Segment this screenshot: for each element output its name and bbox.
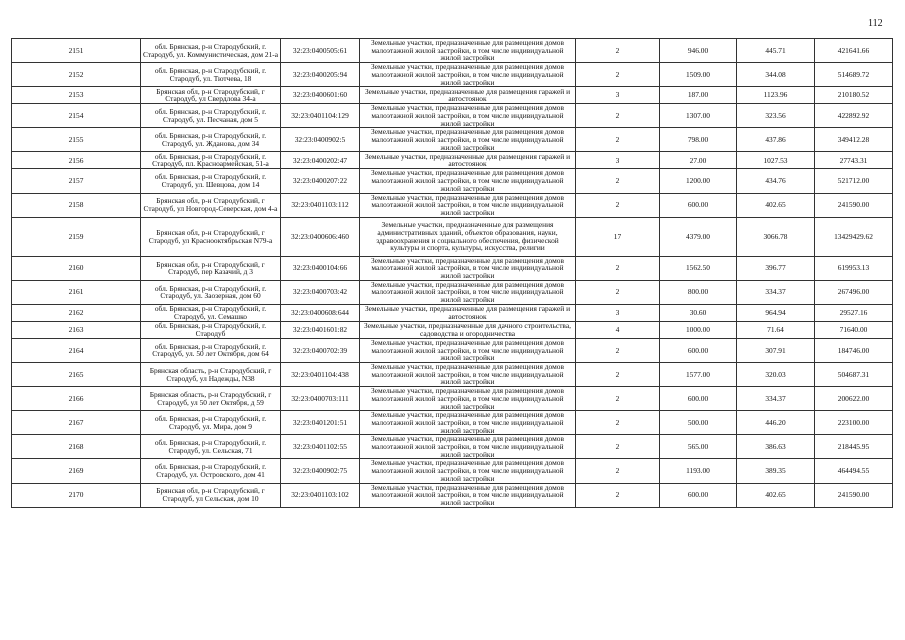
row-number: 2154 — [12, 104, 141, 128]
group-code-cell: 3 — [576, 87, 660, 104]
address-cell: обл. Брянская, р-н Стародубский, г. Стародуб, ул. Жданова, дом 34 — [141, 128, 281, 152]
row-number: 2161 — [12, 280, 141, 304]
land-use-cell: Земельные участки, предназначенные для размещения домов малоэтажной жилой застройки, в том числе индивидуальной жилой застройки — [360, 39, 576, 63]
cadastral-number-cell: 32:23:0400205:94 — [281, 63, 360, 87]
group-code-cell: 2 — [576, 411, 660, 435]
cadastral-number-cell: 32:23:0400902:75 — [281, 459, 360, 483]
land-use-cell: Земельные участки, предназначенные для размещения домов малоэтажной жилой застройки, в том числе индивидуальной жилой застройки — [360, 280, 576, 304]
area-cell: 600.00 — [660, 387, 737, 411]
cadastral-value-cell: 241590.00 — [815, 193, 893, 217]
area-cell: 600.00 — [660, 338, 737, 362]
cadastral-number-cell: 32:23:0401103:112 — [281, 193, 360, 217]
group-code-cell: 2 — [576, 63, 660, 87]
row-number: 2153 — [12, 87, 141, 104]
address-cell: обл. Брянская, р-н Стародубский, г. Стародуб, ул. Тютчева, 18 — [141, 63, 281, 87]
group-code-cell: 17 — [576, 217, 660, 256]
cadastral-number-cell: 32:23:0400703:111 — [281, 387, 360, 411]
land-use-cell: Земельные участки, предназначенные для размещения домов малоэтажной жилой застройки, в том числе индивидуальной жилой застройки — [360, 435, 576, 459]
cadastral-number-cell: 32:23:0400703:42 — [281, 280, 360, 304]
land-use-cell: Земельные участки, предназначенные для размещения домов малоэтажной жилой застройки, в том числе индивидуальной жилой застройки — [360, 256, 576, 280]
cadastral-value-cell: 27743.31 — [815, 152, 893, 169]
table-row — [12, 128, 893, 152]
area-cell: 1509.00 — [660, 63, 737, 87]
row-number: 2166 — [12, 387, 141, 411]
specific-value-cell: 386.63 — [737, 435, 815, 459]
table-body — [12, 39, 893, 508]
cadastral-value-cell: 267496.00 — [815, 280, 893, 304]
specific-value-cell: 389.35 — [737, 459, 815, 483]
area-cell: 1562.50 — [660, 256, 737, 280]
table-row — [12, 459, 893, 483]
cadastral-value-cell: 619953.13 — [815, 256, 893, 280]
row-number: 2164 — [12, 338, 141, 362]
row-number: 2165 — [12, 362, 141, 386]
specific-value-cell: 1027.53 — [737, 152, 815, 169]
cadastral-value-cell: 504687.31 — [815, 362, 893, 386]
group-code-cell: 2 — [576, 362, 660, 386]
area-cell: 1200.00 — [660, 169, 737, 193]
row-number: 2162 — [12, 304, 141, 321]
cadastral-value-cell: 210180.52 — [815, 87, 893, 104]
table-row — [12, 483, 893, 507]
row-number: 2167 — [12, 411, 141, 435]
row-number: 2151 — [12, 39, 141, 63]
land-use-cell: Земельные участки, предназначенные для размещения домов малоэтажной жилой застройки, в том числе индивидуальной жилой застройки — [360, 128, 576, 152]
cadastral-number-cell: 32:23:0400505:61 — [281, 39, 360, 63]
row-number: 2169 — [12, 459, 141, 483]
table-row — [12, 435, 893, 459]
specific-value-cell: 344.08 — [737, 63, 815, 87]
land-use-cell: Земельные участки, предназначенные для размещения домов малоэтажной жилой застройки, в том числе индивидуальной жилой застройки — [360, 362, 576, 386]
row-number: 2170 — [12, 483, 141, 507]
cadastral-number-cell: 32:23:0401103:102 — [281, 483, 360, 507]
cadastral-value-cell: 218445.95 — [815, 435, 893, 459]
address-cell: Брянская обл, р-н Стародубский, г Стародуб, ул Новгород-Северская, дом 4-а — [141, 193, 281, 217]
area-cell: 800.00 — [660, 280, 737, 304]
table-row — [12, 87, 893, 104]
land-use-cell: Земельные участки, предназначенные для размещения домов малоэтажной жилой застройки, в том числе индивидуальной жилой застройки — [360, 169, 576, 193]
cadastral-value-cell: 349412.28 — [815, 128, 893, 152]
land-use-cell: Земельные участки, предназначенные для дачного строительства, садоводства и огородничества — [360, 321, 576, 338]
address-cell: Брянская обл, р-н Стародубский, г Стародуб, ул Сельская, дом 10 — [141, 483, 281, 507]
address-cell: обл. Брянская, р-н Стародубский, г. Стародуб, ул. Песчаная, дом 5 — [141, 104, 281, 128]
address-cell: Брянская обл, р-н Стародубский, г Стародуб, ул Свердлова 34-а — [141, 87, 281, 104]
land-use-cell: Земельные участки, предназначенные для размещения домов малоэтажной жилой застройки, в том числе индивидуальной жилой застройки — [360, 338, 576, 362]
cadastral-value-cell: 71640.00 — [815, 321, 893, 338]
cadastral-number-cell: 32:23:0400606:460 — [281, 217, 360, 256]
group-code-cell: 2 — [576, 39, 660, 63]
cadastral-number-cell: 32:23:0401601:82 — [281, 321, 360, 338]
row-number: 2152 — [12, 63, 141, 87]
group-code-cell: 2 — [576, 338, 660, 362]
specific-value-cell: 964.94 — [737, 304, 815, 321]
cadastral-number-cell: 32:23:0401104:129 — [281, 104, 360, 128]
cadastral-number-cell: 32:23:0400207:22 — [281, 169, 360, 193]
group-code-cell: 2 — [576, 169, 660, 193]
table-row — [12, 387, 893, 411]
address-cell: обл. Брянская, р-н Стародубский, г. Стародуб, ул. Шевцова, дом 14 — [141, 169, 281, 193]
table-row — [12, 39, 893, 63]
land-use-cell: Земельные участки, предназначенные для размещения домов малоэтажной жилой застройки, в том числе индивидуальной жилой застройки — [360, 104, 576, 128]
row-number: 2168 — [12, 435, 141, 459]
group-code-cell: 3 — [576, 304, 660, 321]
cadastral-number-cell: 32:23:0400902:5 — [281, 128, 360, 152]
area-cell: 600.00 — [660, 193, 737, 217]
table-row — [12, 304, 893, 321]
area-cell: 1577.00 — [660, 362, 737, 386]
address-cell: обл. Брянская, р-н Стародубский, г. Стародуб, ул. 50 лет Октября, дом 64 — [141, 338, 281, 362]
land-use-cell: Земельные участки, предназначенные для размещения домов малоэтажной жилой застройки, в том числе индивидуальной жилой застройки — [360, 459, 576, 483]
address-cell: обл. Брянская, р-н Стародубский, г. Стародуб, ул. Островского, дом 41 — [141, 459, 281, 483]
area-cell: 187.00 — [660, 87, 737, 104]
table-row — [12, 152, 893, 169]
specific-value-cell: 396.77 — [737, 256, 815, 280]
land-use-cell: Земельные участки, предназначенные для размещения административных зданий, объектов образования, науки, здравоохранения и социального обеспечения, физической культуры и спорта, культуры, искусства, религии — [360, 217, 576, 256]
address-cell: обл. Брянская, р-н Стародубский, г. Стародуб, ул. Сельская, 71 — [141, 435, 281, 459]
group-code-cell: 3 — [576, 152, 660, 169]
cadastral-value-cell: 421641.66 — [815, 39, 893, 63]
group-code-cell: 2 — [576, 128, 660, 152]
specific-value-cell: 402.65 — [737, 483, 815, 507]
row-number: 2157 — [12, 169, 141, 193]
group-code-cell: 2 — [576, 104, 660, 128]
table-row — [12, 411, 893, 435]
cadastral-value-cell: 241590.00 — [815, 483, 893, 507]
area-cell: 1193.00 — [660, 459, 737, 483]
specific-value-cell: 3066.78 — [737, 217, 815, 256]
table-row — [12, 280, 893, 304]
area-cell: 30.60 — [660, 304, 737, 321]
area-cell: 27.00 — [660, 152, 737, 169]
row-number: 2155 — [12, 128, 141, 152]
address-cell: Брянская обл, р-н Стародубский, г Стародуб, ул Краснооктябрьская N79-а — [141, 217, 281, 256]
land-use-cell: Земельные участки, предназначенные для размещения домов малоэтажной жилой застройки, в том числе индивидуальной жилой застройки — [360, 63, 576, 87]
cadastral-value-cell: 422892.92 — [815, 104, 893, 128]
specific-value-cell: 71.64 — [737, 321, 815, 338]
cadastral-number-cell: 32:23:0401201:51 — [281, 411, 360, 435]
group-code-cell: 2 — [576, 435, 660, 459]
area-cell: 946.00 — [660, 39, 737, 63]
table-row — [12, 362, 893, 386]
address-cell: обл. Брянская, р-н Стародубский, г. Стародуб, ул. Семашко — [141, 304, 281, 321]
specific-value-cell: 334.37 — [737, 280, 815, 304]
group-code-cell: 2 — [576, 256, 660, 280]
cadastral-number-cell: 32:23:0400601:60 — [281, 87, 360, 104]
cadastral-value-cell: 223100.00 — [815, 411, 893, 435]
table-row — [12, 104, 893, 128]
specific-value-cell: 446.20 — [737, 411, 815, 435]
address-cell: обл. Брянская, р-н Стародубский, г. Стародуб, ул. Коммунистическая, дом 21-а — [141, 39, 281, 63]
cadastral-value-cell: 29527.16 — [815, 304, 893, 321]
specific-value-cell: 320.03 — [737, 362, 815, 386]
area-cell: 500.00 — [660, 411, 737, 435]
address-cell: Брянская область, р-н Стародубский, г Стародуб, ул 50 лет Октября, д 59 — [141, 387, 281, 411]
specific-value-cell: 334.37 — [737, 387, 815, 411]
cadastral-number-cell: 32:23:0401104:438 — [281, 362, 360, 386]
address-cell: Брянская область, р-н Стародубский, г Стародуб, ул Надежды, N38 — [141, 362, 281, 386]
group-code-cell: 2 — [576, 387, 660, 411]
specific-value-cell: 437.86 — [737, 128, 815, 152]
land-registry-table — [11, 38, 893, 508]
cadastral-value-cell: 521712.00 — [815, 169, 893, 193]
table-row — [12, 256, 893, 280]
area-cell: 1307.00 — [660, 104, 737, 128]
table-row — [12, 193, 893, 217]
cadastral-number-cell: 32:23:0400702:39 — [281, 338, 360, 362]
table-row — [12, 321, 893, 338]
row-number: 2158 — [12, 193, 141, 217]
cadastral-number-cell: 32:23:0401102:55 — [281, 435, 360, 459]
group-code-cell: 2 — [576, 193, 660, 217]
land-use-cell: Земельные участки, предназначенные для размещения гаражей и автостоянок — [360, 304, 576, 321]
group-code-cell: 4 — [576, 321, 660, 338]
specific-value-cell: 445.71 — [737, 39, 815, 63]
area-cell: 600.00 — [660, 483, 737, 507]
cadastral-number-cell: 32:23:0400104:66 — [281, 256, 360, 280]
land-use-cell: Земельные участки, предназначенные для размещения домов малоэтажной жилой застройки, в том числе индивидуальной жилой застройки — [360, 411, 576, 435]
land-use-cell: Земельные участки, предназначенные для размещения гаражей и автостоянок — [360, 152, 576, 169]
cadastral-value-cell: 184746.00 — [815, 338, 893, 362]
specific-value-cell: 1123.96 — [737, 87, 815, 104]
area-cell: 565.00 — [660, 435, 737, 459]
table-row — [12, 338, 893, 362]
page-number: 112 — [868, 18, 883, 29]
land-use-cell: Земельные участки, предназначенные для размещения гаражей и автостоянок — [360, 87, 576, 104]
cadastral-value-cell: 464494.55 — [815, 459, 893, 483]
area-cell: 798.00 — [660, 128, 737, 152]
address-cell: Брянская обл, р-н Стародубский, г Стародуб, пер Казачий, д 3 — [141, 256, 281, 280]
table-row — [12, 63, 893, 87]
land-use-cell: Земельные участки, предназначенные для размещения домов малоэтажной жилой застройки, в том числе индивидуальной жилой застройки — [360, 483, 576, 507]
row-number: 2160 — [12, 256, 141, 280]
land-use-cell: Земельные участки, предназначенные для размещения домов малоэтажной жилой застройки, в том числе индивидуальной жилой застройки — [360, 387, 576, 411]
address-cell: обл. Брянская, р-н Стародубский, г. Стародуб, пл. Красноармейская, 51-а — [141, 152, 281, 169]
specific-value-cell: 434.76 — [737, 169, 815, 193]
cadastral-number-cell: 32:23:0400608:644 — [281, 304, 360, 321]
group-code-cell: 2 — [576, 459, 660, 483]
table-row — [12, 169, 893, 193]
specific-value-cell: 307.91 — [737, 338, 815, 362]
cadastral-number-cell: 32:23:0400202:47 — [281, 152, 360, 169]
group-code-cell: 2 — [576, 483, 660, 507]
cadastral-value-cell: 13429429.62 — [815, 217, 893, 256]
area-cell: 4379.00 — [660, 217, 737, 256]
row-number: 2159 — [12, 217, 141, 256]
land-use-cell: Земельные участки, предназначенные для размещения домов малоэтажной жилой застройки, в том числе индивидуальной жилой застройки — [360, 193, 576, 217]
cadastral-value-cell: 200622.00 — [815, 387, 893, 411]
specific-value-cell: 402.65 — [737, 193, 815, 217]
row-number: 2163 — [12, 321, 141, 338]
cadastral-value-cell: 514689.72 — [815, 63, 893, 87]
specific-value-cell: 323.56 — [737, 104, 815, 128]
address-cell: обл. Брянская, р-н Стародубский, г. Стародуб, ул. Заозерная, дом 60 — [141, 280, 281, 304]
address-cell: обл. Брянская, р-н Стародубский, г. Стародуб — [141, 321, 281, 338]
group-code-cell: 2 — [576, 280, 660, 304]
area-cell: 1000.00 — [660, 321, 737, 338]
address-cell: обл. Брянская, р-н Стародубский, г. Стародуб, ул. Мира, дом 9 — [141, 411, 281, 435]
table-row — [12, 217, 893, 256]
row-number: 2156 — [12, 152, 141, 169]
